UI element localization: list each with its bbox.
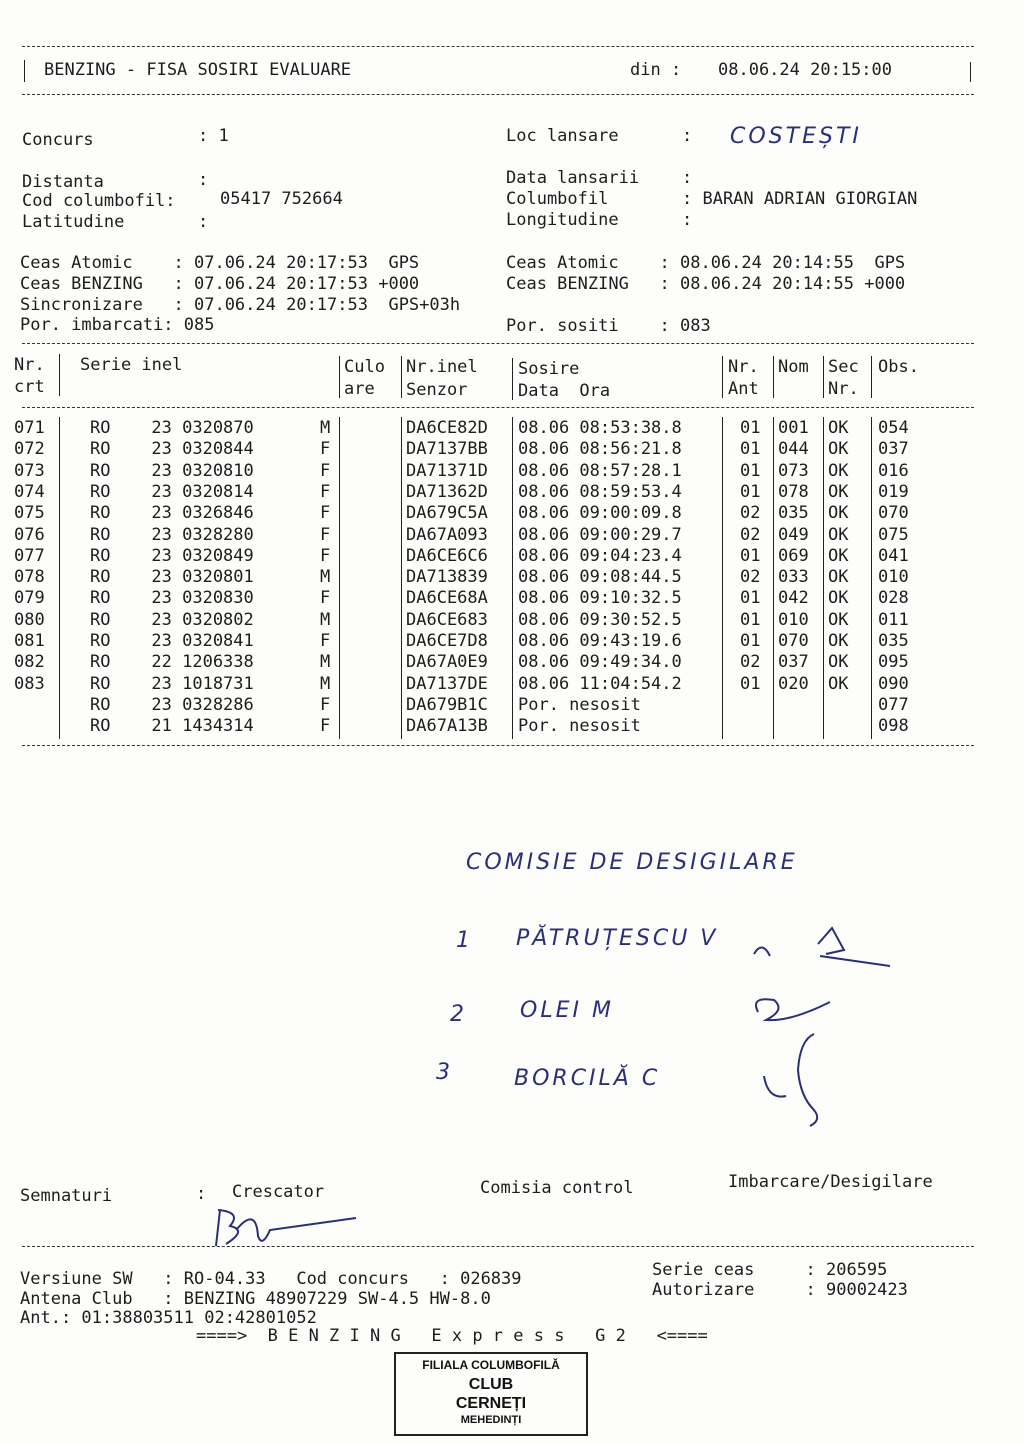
- cell-nr: 080: [14, 609, 45, 630]
- cell-senzor: DA6CE82D: [406, 418, 488, 438]
- cell-nr: 072: [14, 439, 45, 460]
- cell-obs: 037: [878, 439, 909, 460]
- member-2-number: 2: [450, 1002, 467, 1027]
- cell-sec: OK: [828, 631, 849, 651]
- cell-sex: F: [320, 524, 331, 545]
- col-ant-header: Nr.: [728, 357, 759, 377]
- porumbei-sositi: Por. sositi : 083: [506, 316, 711, 336]
- cell-obs: 070: [878, 503, 909, 524]
- cell-senzor: DA7137BB: [406, 439, 488, 460]
- header-left-bar: [24, 60, 25, 82]
- cell-antena: 02: [740, 524, 761, 545]
- cell-serie-inel: RO 23 0328286: [90, 694, 254, 715]
- cell-nr: 077: [14, 545, 45, 566]
- cell-sex: F: [320, 439, 331, 460]
- cell-sec: OK: [828, 481, 849, 502]
- porumbei-imbarcati: Por. imbarcati: 085: [20, 315, 215, 335]
- cell-sosire: 08.06 08:53:38.8: [518, 418, 682, 438]
- col-senzor-header: Senzor: [406, 380, 468, 400]
- col-ant-header-2: Ant: [728, 379, 759, 399]
- cell-senzor: DA71362D: [406, 481, 488, 502]
- cell-sex: M: [320, 418, 331, 438]
- cell-obs: 098: [878, 716, 909, 737]
- ceas-benzing-right: Ceas BENZING : 08.06.24 20:14:55 +000: [506, 274, 906, 294]
- table-row: [0, 525, 1024, 546]
- cell-sec: OK: [828, 567, 849, 588]
- cell-obs: 028: [878, 588, 909, 609]
- cell-sex: F: [320, 460, 331, 481]
- distanta-label: Distanta: [22, 172, 104, 192]
- sincronizare-line: Sincronizare : 07.06.24 20:17:53 GPS+03h: [20, 295, 461, 315]
- cell-sec: OK: [828, 588, 849, 609]
- cell-sec: OK: [828, 652, 849, 673]
- cell-antena: 02: [740, 567, 761, 588]
- cell-serie-inel: RO 23 0326846: [90, 503, 254, 524]
- cell-obs: 041: [878, 545, 909, 566]
- data-lansarii-value: :: [682, 168, 693, 188]
- document-title: BENZING - FISA SOSIRI EVALUARE: [44, 60, 352, 80]
- table-row: [0, 546, 1024, 567]
- cell-sec: OK: [828, 503, 849, 524]
- col-data-ora-header: Data Ora: [518, 381, 611, 401]
- table-row: [0, 567, 1024, 588]
- latitudine-value: :: [198, 212, 209, 232]
- header-right-bar: [970, 62, 971, 82]
- serie-ceas-line: Serie ceas : 206595: [652, 1260, 888, 1280]
- table-row: [0, 610, 1024, 631]
- cell-sec: OK: [828, 609, 849, 630]
- cell-nom: 070: [778, 631, 809, 651]
- cell-nom: 044: [778, 439, 809, 460]
- cell-senzor: DA6CE683: [406, 609, 488, 630]
- stamp-line-1: FILIALA COLUMBOFILĂ: [422, 1358, 560, 1372]
- cell-sex: M: [320, 609, 331, 630]
- header-top-rule: [22, 46, 974, 47]
- cell-nr: 071: [14, 418, 45, 438]
- cell-antena: 01: [740, 460, 761, 481]
- longitudine-label: Longitudine: [506, 210, 619, 230]
- cell-antena: 02: [740, 503, 761, 524]
- cell-senzor: DA67A0E9: [406, 652, 488, 673]
- versiune-sw-line: Versiune SW : RO-04.33 Cod concurs : 026839: [20, 1269, 522, 1289]
- cell-serie-inel: RO 23 0320849: [90, 545, 254, 566]
- col-nr-header: Nr.: [14, 355, 45, 375]
- header-bottom-rule: [22, 94, 974, 95]
- cell-obs: 019: [878, 481, 909, 502]
- cell-obs: 075: [878, 524, 909, 545]
- member-1-number: 1: [456, 928, 473, 953]
- cell-nom: 035: [778, 503, 809, 524]
- concurs-value: : 1: [198, 126, 229, 146]
- cell-sosire: 08.06 09:10:32.5: [518, 588, 682, 609]
- table-row: [0, 652, 1024, 673]
- col-sosire-header: Sosire: [518, 359, 580, 379]
- longitudine-value: :: [682, 210, 693, 230]
- table-row: [0, 461, 1024, 482]
- cell-nom: 033: [778, 567, 809, 588]
- cell-obs: 090: [878, 673, 909, 694]
- cell-nom: 020: [778, 673, 809, 694]
- cell-obs: 054: [878, 418, 909, 438]
- cell-serie-inel: RO 23 0320870: [90, 418, 254, 438]
- latitudine-label: Latitudine: [22, 212, 125, 232]
- table-row: [0, 439, 1024, 460]
- member-3-number: 3: [436, 1060, 453, 1085]
- cell-serie-inel: RO 23 0320814: [90, 481, 254, 502]
- col-inel-header: Nr.inel: [406, 357, 478, 377]
- cell-sec: OK: [828, 545, 849, 566]
- cell-serie-inel: RO 23 0328280: [90, 524, 254, 545]
- cell-antena: 01: [740, 609, 761, 630]
- cell-senzor: DA67A093: [406, 524, 488, 545]
- cell-nr: 078: [14, 567, 45, 588]
- table-row: [0, 631, 1024, 652]
- cell-antena: 01: [740, 481, 761, 502]
- cell-senzor: DA6CE6C6: [406, 545, 488, 566]
- cod-columbofil-label: Cod columbofil:: [22, 191, 176, 211]
- cell-sec: OK: [828, 524, 849, 545]
- ceas-atomic-right: Ceas Atomic : 08.06.24 20:14:55 GPS: [506, 253, 906, 273]
- cell-nr: 079: [14, 588, 45, 609]
- col-nom-header: Nom: [778, 357, 809, 377]
- cell-senzor: DA6CE68A: [406, 588, 488, 609]
- cell-nr: 082: [14, 652, 45, 673]
- semnaturi-label: Semnaturi: [20, 1186, 113, 1206]
- din-label: din :: [630, 60, 682, 80]
- cell-sosire: 08.06 09:30:52.5: [518, 609, 682, 630]
- cell-sosire: 08.06 09:00:09.8: [518, 503, 682, 524]
- distanta-value: :: [198, 170, 209, 190]
- autorizare-line: Autorizare : 90002423: [652, 1280, 908, 1300]
- table-header-rule: [22, 407, 974, 408]
- cell-senzor: DA713839: [406, 567, 488, 588]
- columbofil-label: Columbofil: [506, 189, 609, 209]
- cell-nom: 042: [778, 588, 809, 609]
- stamp-line-4: MEHEDINȚI: [460, 1414, 522, 1426]
- cell-sosire: 08.06 11:04:54.2: [518, 673, 682, 694]
- col-culoare-header: Culo: [344, 357, 385, 377]
- cell-sosire: 08.06 09:43:19.6: [518, 631, 682, 651]
- semnaturi-colon: :: [196, 1184, 207, 1204]
- table-bottom-rule: [22, 745, 974, 746]
- cell-sex: F: [320, 503, 331, 524]
- ceas-atomic-left: Ceas Atomic : 07.06.24 20:17:53 GPS: [20, 253, 420, 273]
- benzing-express-banner: ====> B E N Z I N G E x p r e s s G 2 <====: [196, 1326, 708, 1346]
- cell-sex: F: [320, 588, 331, 609]
- cell-nom: 037: [778, 652, 809, 673]
- col-crt-header: crt: [14, 377, 45, 397]
- cell-senzor: DA679B1C: [406, 694, 488, 715]
- loc-lansare-colon: :: [682, 126, 693, 146]
- cell-serie-inel: RO 22 1206338: [90, 652, 254, 673]
- cell-senzor: DA679C5A: [406, 503, 488, 524]
- cell-sex: F: [320, 716, 331, 737]
- cell-obs: 077: [878, 694, 909, 715]
- table-row: [0, 503, 1024, 524]
- table-row: [0, 695, 1024, 716]
- cell-nom: 073: [778, 460, 809, 481]
- cell-sex: F: [320, 481, 331, 502]
- cell-serie-inel: RO 23 0320830: [90, 588, 254, 609]
- table-row: [0, 482, 1024, 503]
- cell-serie-inel: RO 23 0320802: [90, 609, 254, 630]
- member-1-name: PĂTRUȚESCU V: [516, 926, 719, 951]
- cell-sosire: 08.06 09:49:34.0: [518, 652, 682, 673]
- cell-senzor: DA67A13B: [406, 716, 488, 737]
- cell-sosire: 08.06 08:57:28.1: [518, 460, 682, 481]
- cell-antena: 02: [740, 652, 761, 673]
- cell-sosire: 08.06 09:04:23.4: [518, 545, 682, 566]
- antena-club-line: Antena Club : BENZING 48907229 SW-4.5 HW-8.0: [20, 1289, 491, 1309]
- cell-serie-inel: RO 23 0320844: [90, 439, 254, 460]
- cell-sec: OK: [828, 673, 849, 694]
- footer-rule: [22, 1246, 974, 1247]
- table-top-rule: [22, 343, 974, 344]
- cell-obs: 035: [878, 631, 909, 651]
- cell-serie-inel: RO 21 1434314: [90, 716, 254, 737]
- col-culoare-header-2: are: [344, 379, 375, 399]
- table-row: [0, 418, 1024, 439]
- comisie-handwritten: COMISIE DE DESIGILARE: [466, 850, 798, 875]
- stamp-line-2: CLUB: [468, 1376, 514, 1393]
- cell-serie-inel: RO 23 1018731: [90, 673, 254, 694]
- col-obs-header: Obs.: [878, 357, 919, 377]
- cod-columbofil-value: 05417 752664: [220, 189, 343, 209]
- cell-senzor: DA71371D: [406, 460, 488, 481]
- cell-serie-inel: RO 23 0320841: [90, 631, 254, 651]
- din-value: 08.06.24 20:15:00: [718, 60, 892, 80]
- cell-nr: 076: [14, 524, 45, 545]
- cell-antena: 01: [740, 545, 761, 566]
- concurs-label: Concurs: [22, 130, 94, 150]
- cell-sex: M: [320, 652, 331, 673]
- cell-sex: M: [320, 673, 331, 694]
- cell-serie-inel: RO 23 0320801: [90, 567, 254, 588]
- cell-sex: F: [320, 694, 331, 715]
- col-serie-header: Serie inel: [80, 355, 183, 375]
- cell-obs: 010: [878, 567, 909, 588]
- table-row: [0, 674, 1024, 695]
- cell-sosire: 08.06 08:59:53.4: [518, 481, 682, 502]
- cell-antena: 01: [740, 631, 761, 651]
- stamp-line-3: CERNEȚI: [455, 1395, 527, 1412]
- cell-nom: 069: [778, 545, 809, 566]
- club-stamp: [394, 1352, 588, 1436]
- cell-nom: 001: [778, 418, 809, 438]
- data-lansarii-label: Data lansarii: [506, 168, 640, 188]
- cell-nr: 081: [14, 631, 45, 651]
- cell-sosire: 08.06 09:08:44.5: [518, 567, 682, 588]
- crescator-label: Crescator: [232, 1182, 325, 1202]
- col-sec-header-2: Nr.: [828, 379, 859, 399]
- cell-sec: OK: [828, 439, 849, 460]
- cell-obs: 095: [878, 652, 909, 673]
- cell-senzor: DA6CE7D8: [406, 631, 488, 651]
- cell-sec: OK: [828, 460, 849, 481]
- antene-line: Ant.: 01:38803511 02:42801052: [20, 1308, 317, 1328]
- loc-lansare-handwritten: COSTEȘTI: [730, 124, 862, 149]
- imbarcare-desigilare-label: Imbarcare/Desigilare: [728, 1172, 933, 1192]
- cell-sex: F: [320, 631, 331, 651]
- cell-nom: 049: [778, 524, 809, 545]
- col-sec-header: Sec: [828, 357, 859, 377]
- cell-antena: 01: [740, 418, 761, 438]
- cell-nr: 083: [14, 673, 45, 694]
- cell-serie-inel: RO 23 0320810: [90, 460, 254, 481]
- cell-obs: 016: [878, 460, 909, 481]
- cell-sosire: 08.06 09:00:29.7: [518, 524, 682, 545]
- cell-sec: OK: [828, 418, 849, 438]
- cell-sex: F: [320, 545, 331, 566]
- member-2-name: OLEI M: [520, 998, 614, 1023]
- columbofil-value: : BARAN ADRIAN GIORGIAN: [682, 189, 918, 209]
- member-3-name: BORCILĂ C: [514, 1066, 661, 1091]
- cell-obs: 011: [878, 609, 909, 630]
- cell-senzor: DA7137DE: [406, 673, 488, 694]
- comisia-control-label: Comisia control: [480, 1178, 634, 1198]
- ceas-benzing-left: Ceas BENZING : 07.06.24 20:17:53 +000: [20, 274, 420, 294]
- cell-nr: 073: [14, 460, 45, 481]
- cell-sosire: 08.06 08:56:21.8: [518, 439, 682, 460]
- table-row: [0, 716, 1024, 737]
- loc-lansare-label: Loc lansare: [506, 126, 619, 146]
- cell-sosire: Por. nesosit: [518, 716, 641, 737]
- cell-sosire: Por. nesosit: [518, 694, 641, 715]
- table-row: [0, 588, 1024, 609]
- cell-nom: 010: [778, 609, 809, 630]
- cell-antena: 01: [740, 439, 761, 460]
- cell-nr: 074: [14, 481, 45, 502]
- cell-antena: 01: [740, 673, 761, 694]
- cell-sex: M: [320, 567, 331, 588]
- cell-nom: 078: [778, 481, 809, 502]
- cell-antena: 01: [740, 588, 761, 609]
- commission-signatures-scribble: [740, 900, 920, 1140]
- cell-nr: 075: [14, 503, 45, 524]
